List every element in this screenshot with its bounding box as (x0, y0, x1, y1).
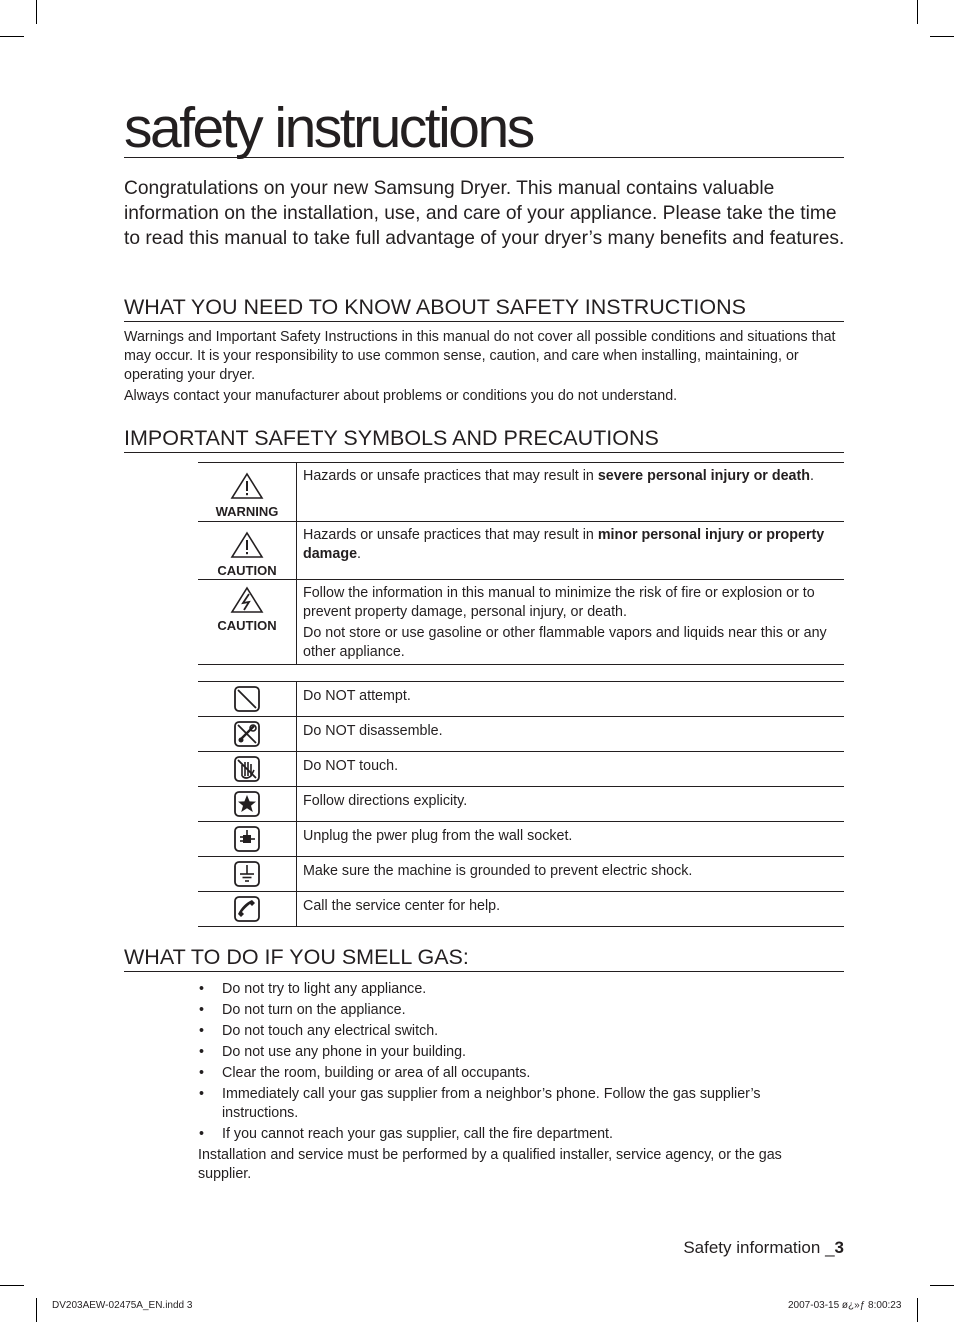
ground-icon (234, 861, 260, 887)
symbol-row (198, 717, 844, 752)
list-item: • Do not turn on the appliance. (199, 1002, 406, 1018)
caution-text-end: . (357, 546, 362, 562)
crop-mark (930, 1285, 954, 1286)
list-item-text: Do not try to light any appliance. (222, 981, 427, 997)
fire-caution-text-1: Follow the information in this manual to minimize the risk of fire or explosion or to prevent property damage, personal injury, or death. (303, 585, 815, 620)
symbol-row (198, 682, 844, 717)
symbol-text: Call the service center for help. (297, 892, 845, 927)
symbol-row (198, 857, 844, 892)
list-item-text: Do not touch any electrical switch. (222, 1023, 439, 1039)
list-item-text: If you cannot reach your gas supplier, call the fire department. (222, 1126, 614, 1142)
symbol-text: Do NOT disassemble. (297, 717, 845, 752)
contact-manufacturer-paragraph: Always contact your manufacturer about problems or conditions you do not understand. (124, 388, 678, 404)
prohibited-icon (234, 686, 260, 712)
crop-mark (36, 1298, 37, 1322)
warning-text-end: . (809, 468, 814, 484)
installation-note: Installation and service must be performed by a qualified installer, service agency, or the gas supplier. (198, 1147, 782, 1182)
crop-mark (0, 1285, 24, 1286)
symbols-table (198, 681, 844, 927)
crop-mark (36, 0, 37, 24)
intro-paragraph: Congratulations on your new Samsung Dryer. This manual contains valuable information on the installation, use, and care of your appliance. Please take the time to read this manual to take full advantage of your dryer’s many benefits and features. (124, 178, 845, 249)
list-item: • Immediately call your gas supplier from a neighbor’s phone. Follow the gas supplier’s instructions. (199, 1086, 761, 1121)
page-number: 3 (834, 1238, 844, 1257)
unplug-icon (234, 826, 260, 852)
symbol-text: Follow directions explicity. (297, 787, 845, 822)
symbol-row (198, 787, 844, 822)
hazard-row-warning (198, 463, 844, 522)
warning-triangle-icon (230, 472, 264, 500)
hazard-row-fire-caution (198, 580, 844, 665)
warning-text-bold: severe personal injury or death (597, 468, 810, 484)
caution-label: CAUTION (217, 563, 277, 578)
no-disassemble-icon (234, 721, 260, 747)
follow-directions-icon (234, 791, 260, 817)
crop-mark (0, 36, 24, 37)
list-item: • Do not use any phone in your building. (199, 1044, 467, 1060)
crop-mark (917, 1298, 918, 1322)
symbol-text: Unplug the pwer plug from the wall socket. (297, 822, 845, 857)
hazard-levels-table (198, 462, 844, 665)
page-footer (683, 1238, 844, 1258)
print-slug-timestamp: 2007-03-15 ø¿»ƒ 8:00:23 (788, 1300, 902, 1311)
symbol-row (198, 752, 844, 787)
symbol-row (198, 892, 844, 927)
footer-section-label: Safety information _ (683, 1238, 835, 1257)
no-touch-icon (234, 756, 260, 782)
list-item-text: Immediately call your gas supplier from a neighbor’s phone. Follow the gas supplier’s instructions. (222, 1086, 761, 1121)
phone-icon (234, 896, 260, 922)
list-item: • Do not touch any electrical switch. (199, 1023, 439, 1039)
crop-mark (930, 36, 954, 37)
section-heading-safety-instructions: WHAT YOU NEED TO KNOW ABOUT SAFETY INSTRUCTIONS (124, 294, 844, 322)
safety-disclaimer-paragraph: Warnings and Important Safety Instructions in this manual do not cover all possible conditions and situations that may occur. It is your responsibility to use common sense, caution, and care when installing, maintaining, or operating your dryer. (124, 329, 836, 383)
caution-text-bold: minor personal injury or property damage (303, 527, 825, 562)
section-heading-smell-gas: WHAT TO DO IF YOU SMELL GAS: (124, 944, 844, 972)
list-item-text: Do not use any phone in your building. (222, 1044, 467, 1060)
section-heading-symbols: IMPORTANT SAFETY SYMBOLS AND PRECAUTIONS (124, 425, 844, 453)
symbol-row (198, 822, 844, 857)
fire-caution-label: CAUTION (217, 618, 277, 633)
hazard-row-caution (198, 522, 844, 580)
warning-label: WARNING (215, 504, 279, 519)
caution-triangle-icon (230, 531, 264, 559)
symbol-text: Do NOT touch. (297, 752, 845, 787)
list-item: • If you cannot reach your gas supplier, call the fire department. (199, 1126, 614, 1142)
page-title: safety instructions (124, 98, 844, 158)
symbol-text: Make sure the machine is grounded to prevent electric shock. (297, 857, 845, 892)
fire-caution-text-2: Do not store or use gasoline or other flammable vapors and liquids near this or any other appliance. (303, 625, 827, 660)
fire-caution-icon (230, 586, 264, 614)
symbol-text: Do NOT attempt. (297, 682, 845, 717)
list-item: • Do not try to light any appliance. (199, 981, 427, 997)
print-slug-filename: DV203AEW-02475A_EN.indd 3 (52, 1300, 193, 1311)
list-item-text: Do not turn on the appliance. (222, 1002, 406, 1018)
gas-instructions-list (198, 980, 818, 1146)
list-item: • Clear the room, building or area of all occupants. (199, 1065, 531, 1081)
crop-mark (917, 0, 918, 24)
list-item-text: Clear the room, building or area of all occupants. (222, 1065, 531, 1081)
warning-text: Hazards or unsafe practices that may result in (303, 468, 598, 484)
caution-text: Hazards or unsafe practices that may result in (303, 527, 598, 543)
